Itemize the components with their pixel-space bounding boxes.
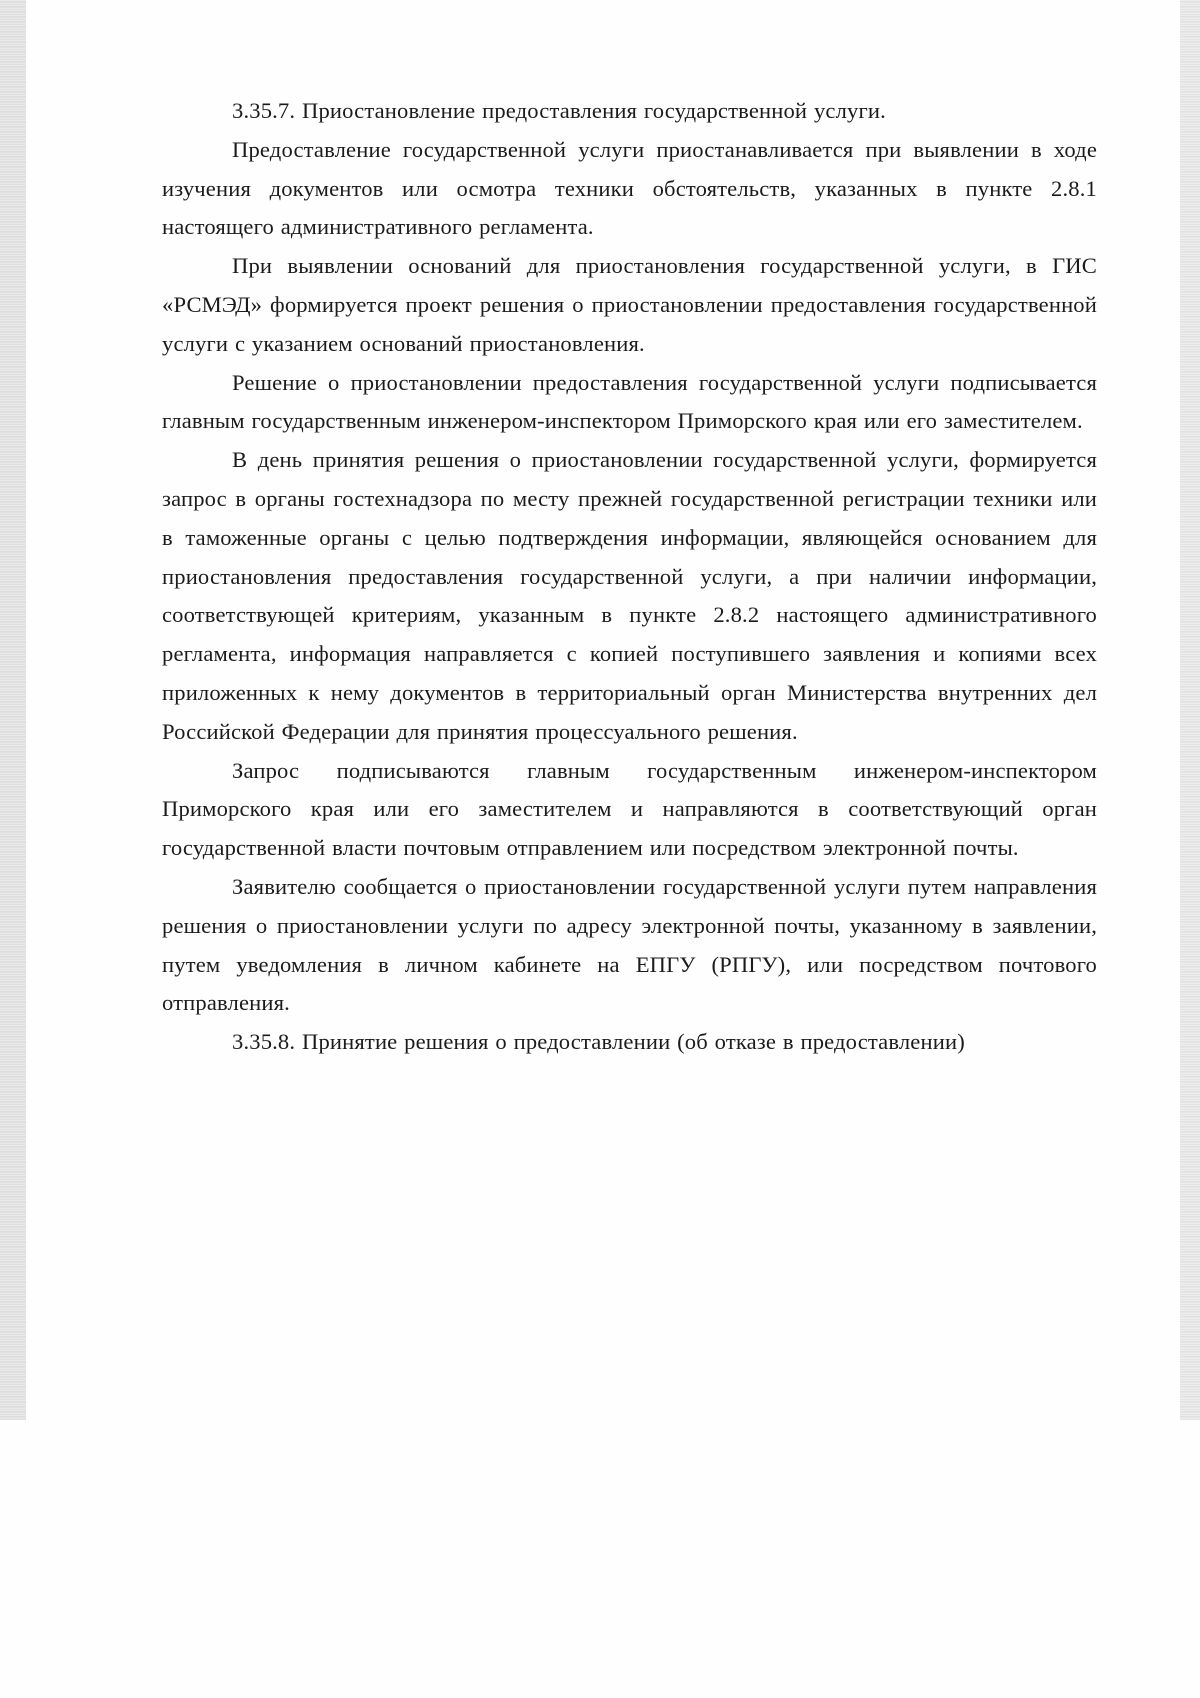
paragraph-draft-decision: При выявлении оснований для приостановления государственной услуги, в ГИС «РСМЭД» формируется проект решения о приостановлении предоставления государственной услуги с указанием оснований приостановления. [162,253,1097,356]
section-heading-3-35-7: 3.35.7. Приостановление предоставления государственной услуги. [232,98,886,123]
document-body [162,92,1097,1062]
paragraph-request-signing: Запрос подписываются главным государственным инженером-инспектором Приморского края или его заместителем и направляются в соответствующий орган государственной власти почтовым отправлением или посредством электронной почты. [162,757,1097,861]
section-heading-3-35-8: 3.35.8. Принятие решения о предоставлении (об отказе в предоставлении) [232,1029,965,1055]
paragraph-request-formation: В день принятия решения о приостановлении государственной услуги, формируется запрос в органы гостехнадзора по месту прежней государственной регистрации техники или в таможенные органы с целью подтверждения информации, являющейся основанием для приостановления предоставления государственной услуги, а при наличии информации, соответствующей критериям, указанным в пункте 2.8.2 настоящего административного регламента, информация направляется с копией поступившего заявления и копиями всех приложенных к нему документов в территориальный орган Министерства внутренних дел Российской Федерации для принятия процессуального решения. [162,447,1097,744]
scan-left-edge [0,0,26,1420]
paragraph-decision-signing: Решение о приостановлении предоставления государственной услуги подписывается главным государственным инженером-инспектором Приморского края или его заместителем. [162,369,1097,434]
paragraph-applicant-notice: Заявителю сообщается о приостановлении государственной услуги путем направления решения о приостановлении услуги по адресу электронной почты, указанному в заявлении, путем уведомления в личном кабинете на ЕПГУ (РПГУ), или посредством почтового отправления. [162,873,1097,1016]
scan-right-edge [1180,0,1200,1420]
paragraph-suspension-grounds: Предоставление государственной услуги приостанавливается при выявлении в ходе изучения документов или осмотра техники обстоятельств, указанных в пункте 2.8.1 настоящего административного регламента. [162,136,1097,240]
